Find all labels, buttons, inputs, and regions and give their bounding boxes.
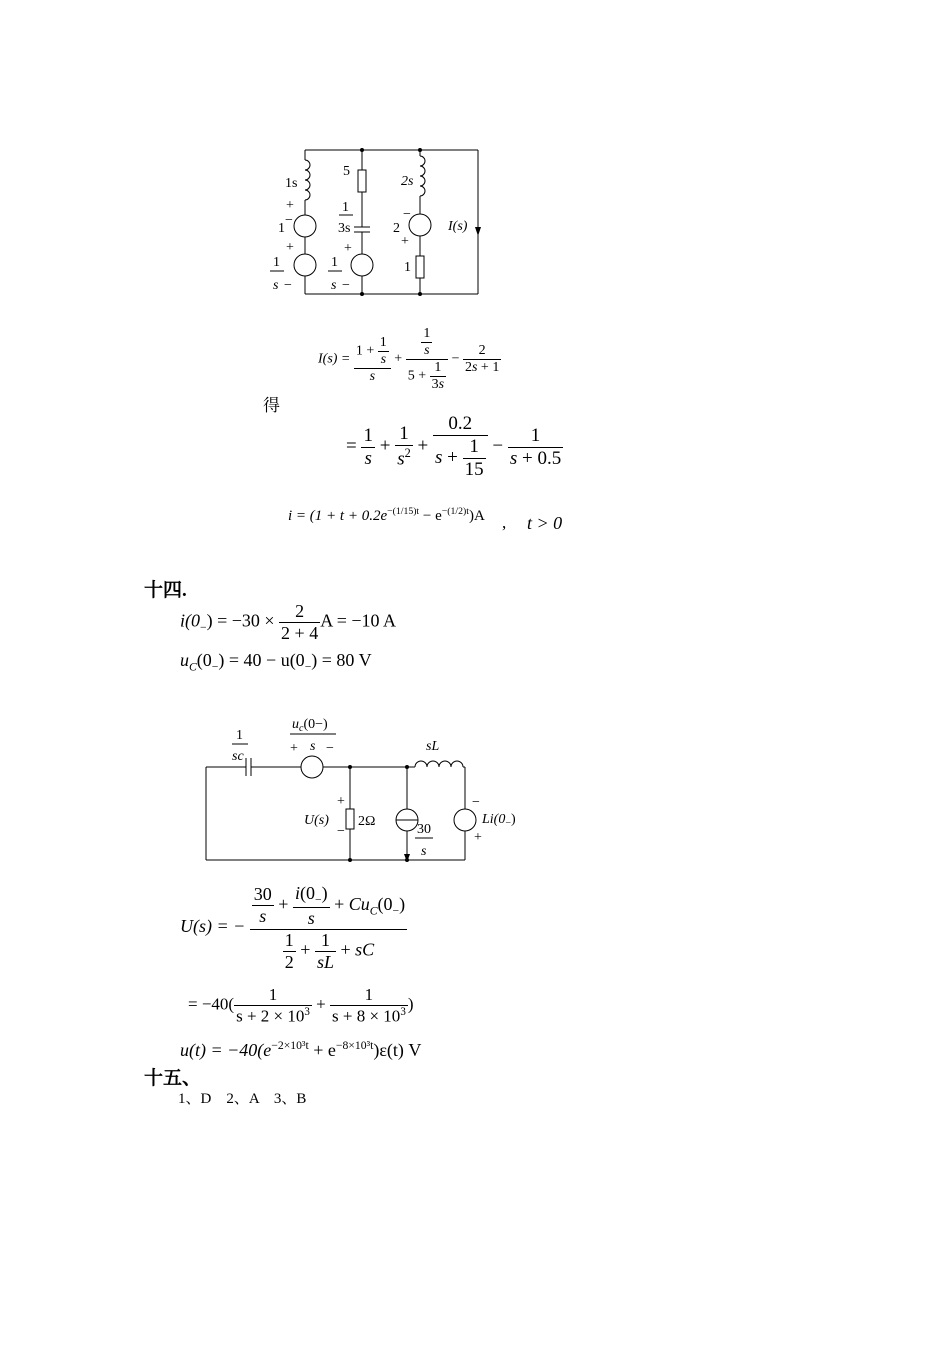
label-inductor-2s: 2s [401, 174, 414, 189]
equation-uc0 [180, 650, 372, 674]
label-minus: − [326, 741, 334, 756]
label-plus: + [401, 234, 409, 249]
frac-b-num: 1 [364, 985, 374, 1004]
frac-term3: $\frac{2}{2s + 1}$ [464, 343, 500, 375]
comma: , [502, 513, 507, 532]
label-de: 得 [263, 396, 280, 415]
eq2-sub2: − [211, 660, 219, 674]
src-label-num: $u_c(0-)$ [292, 717, 328, 734]
equation-Is: I(s) = 1 + $\frac{1}{s}$ s + $\frac{1}{s}$ 5 + $\frac{1}{3s}$ − $\frac{2}{2s + 1}$ [318, 326, 500, 392]
cap-label-num: 1 [236, 728, 243, 743]
circuit-diagram-2 [200, 712, 540, 867]
eq2-sub3: − [304, 660, 312, 674]
label-resistor-5: 5 [343, 164, 350, 179]
label-plus: + [286, 240, 294, 255]
us2-close: ) [407, 994, 414, 1014]
ut-lhs: u(t) = −40(e [180, 1040, 272, 1060]
circuit-diagram-1 [262, 140, 492, 305]
label-minus: − [472, 795, 480, 810]
equation-Us-expanded: = −40( $\frac{1}{s + 2 \times 10^3}$ + $\frac{1}{s + 8 \times 10^3}$ ) [188, 985, 414, 1026]
eq2-rest: (0 [196, 650, 212, 670]
eq2-lhs: u [180, 650, 189, 670]
label-minus: − [403, 207, 411, 222]
cap-label-den: sc [232, 749, 244, 764]
eq1-lhs: i(0 [180, 610, 200, 631]
eq2-end: ) = 80 V [311, 650, 372, 670]
us-frac: $\frac{30}{s}$ + $\frac{i(0_-)}{s}$ + $Cu_C(0_-)$ $\frac{1}{2}$ + $\frac{1}{sL}$ + sC [250, 883, 407, 973]
label-minus: − [284, 278, 292, 293]
label-plus: + [474, 830, 482, 845]
label-minus: − [285, 213, 293, 228]
label-plus: + [290, 741, 298, 756]
equation-i-time [288, 506, 485, 525]
equation-Us [180, 883, 407, 973]
label-source-2: 2 [393, 221, 400, 236]
label-30-num: 30 [417, 822, 431, 837]
eq-i-time: i = (1 + t + 0.2e [288, 508, 388, 524]
frac-a-den: s + 2 × 10 [236, 1006, 305, 1026]
eq-lhs: I(s) = [318, 351, 351, 367]
label-plus: + [344, 241, 352, 256]
label-src-a-den: s [273, 278, 279, 293]
ut-exp1: −2×10³t [271, 1039, 309, 1052]
frac-b-den: s + 8 × 10 [332, 1006, 401, 1026]
equation-ut [180, 1039, 421, 1061]
label-2ohm: 2Ω [358, 814, 376, 829]
label-cap-num: 1 [342, 200, 349, 215]
ut-end: )ε(t) V [373, 1040, 422, 1060]
label-Us: U(s) [304, 813, 329, 828]
label-src-b-den: s [331, 278, 337, 293]
eq1-rhs: A = −10 A [320, 610, 397, 631]
label-30-den: s [421, 844, 427, 859]
frac-term2: $\frac{1}{s}$ 5 + $\frac{1}{3s}$ [406, 326, 448, 393]
equation-i0 [180, 601, 396, 644]
eq-unit: )A [468, 508, 485, 524]
label-src-a-num: 1 [273, 255, 280, 270]
label-resistor-1: 1 [404, 260, 411, 275]
eq1-mid: ) = −30 × [206, 610, 275, 631]
ut-plus: + e [308, 1040, 336, 1060]
heading-15: 十五、 [144, 1068, 202, 1089]
eq-equals: = [346, 435, 357, 457]
answers-15: 1、D 2、A 3、B [178, 1091, 307, 1107]
frac-term1: 1 + $\frac{1}{s}$ s [354, 335, 391, 385]
condition-t: t > 0 [527, 513, 563, 533]
label-minus: − [342, 278, 350, 293]
label-Li: $Li(0_-)$ [482, 812, 516, 829]
label-cap-den: 3s [338, 221, 351, 236]
frac-a-num: 1 [268, 985, 278, 1004]
label-inductor-1s: 1s [285, 176, 298, 191]
label-plus: + [286, 198, 294, 213]
label-current-Is: I(s) [448, 219, 468, 234]
eq2-sub: C [189, 660, 197, 674]
us2-lhs: = −40( [188, 994, 235, 1014]
src-label-den: s [310, 739, 316, 754]
eq1-sub: − [200, 621, 207, 635]
equation-Is-expanded: = $\frac{1}{s}$ + $\frac{1}{s^2}$ + 0.2 s + $\frac{1}{15}$ − $\frac{1}{s + 0.5}$ [346, 413, 562, 480]
us-lhs: U(s) = − [180, 915, 246, 936]
eq1-frac-den: 2 + 4 [281, 623, 319, 643]
label-sL: sL [426, 739, 440, 754]
eq1-frac-num: 2 [295, 601, 305, 621]
label-plus: + [337, 794, 345, 809]
exp-2: −(1/2)t [441, 506, 469, 517]
ut-exp2: −8×10³t [335, 1039, 374, 1052]
label-source-1: 1 [278, 221, 285, 236]
eq-mid: − e [419, 508, 442, 524]
eq2-rhs: ) = 40 − u(0 [218, 650, 305, 670]
heading-14: 十四. [144, 580, 187, 601]
label-minus: − [337, 824, 345, 839]
exp-1: −(1/15)t [387, 506, 420, 517]
label-src-b-num: 1 [331, 255, 338, 270]
